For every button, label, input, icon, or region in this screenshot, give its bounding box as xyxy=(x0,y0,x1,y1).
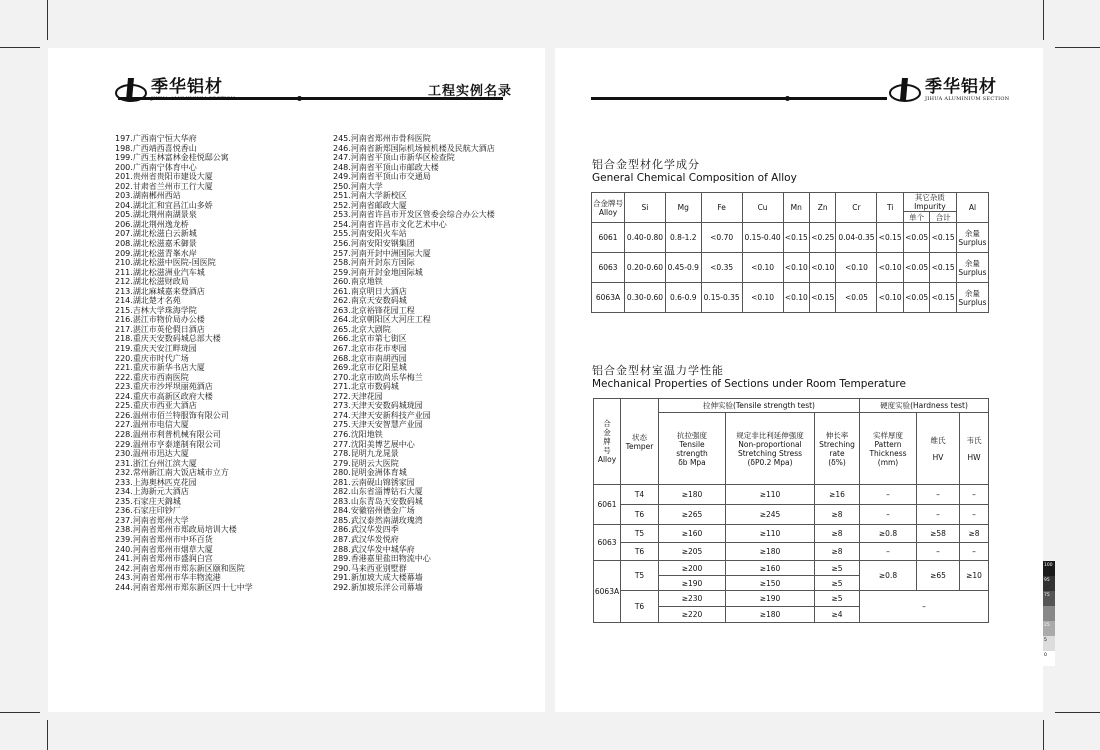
mech-header-line: δb Mpa xyxy=(678,457,706,467)
project-list-item: 253.河南省许昌市开发区管委会综合办公大楼 xyxy=(333,210,495,220)
project-list-item: 271.北京市数码城 xyxy=(333,382,399,392)
crop-mark xyxy=(47,0,48,40)
mech-table-row xyxy=(594,505,989,525)
chem-cell-value: 0.20-0.60 xyxy=(625,253,666,283)
project-list-item: 282.山东省淄博钻石大厦 xyxy=(333,487,423,497)
mech-header-line: strength xyxy=(676,448,708,458)
chem-header-mg: Mg xyxy=(665,193,701,223)
chem-cell-value: <0.15 xyxy=(810,283,836,313)
chem-title-en: General Chemical Composition of Alloy xyxy=(592,172,797,184)
al-surplus-en: Surplus xyxy=(958,297,987,307)
chem-table-row xyxy=(592,283,989,313)
mech-cell-temper: T5 xyxy=(621,561,659,591)
project-list-item: 269.北京市亿阳星城 xyxy=(333,363,407,373)
mech-header-line: Non-proportional xyxy=(738,439,802,449)
mech-cell-temper: T6 xyxy=(621,505,659,525)
brand-name-cn: 季华铝材 xyxy=(925,77,997,97)
mech-cell-el: ≥8 xyxy=(815,505,860,525)
chem-cell-value: <0.05 xyxy=(903,253,929,283)
color-scale-swatch: 0 xyxy=(1043,651,1055,666)
project-list-item: 257.河南开封中洲国际大厦 xyxy=(333,248,431,258)
mech-table-row xyxy=(594,525,989,543)
chem-cell-value: 0.45-0.9 xyxy=(665,253,701,283)
project-list-item: 206.湖北荆州逸龙桥 xyxy=(115,219,189,229)
project-list-item: 259.河南开封金地国际城 xyxy=(333,267,423,277)
project-list-item: 275.天津天安智慧产业园 xyxy=(333,420,423,430)
mech-cell-hw: – xyxy=(960,505,989,525)
mech-header-line: HW xyxy=(967,452,981,462)
mech-cell-hw: – xyxy=(960,543,989,561)
mech-cell-ys: ≥190 xyxy=(726,591,815,607)
project-list-item: 258.河南开封东方国际 xyxy=(333,258,415,268)
project-list-item: 261.南京明日大酒店 xyxy=(333,286,407,296)
project-list-item: 221.重庆市新华书店大厦 xyxy=(115,363,205,373)
mech-cell-el: ≥8 xyxy=(815,525,860,543)
project-list-item: 239.河南省郑州市中环百货 xyxy=(115,534,213,544)
mech-cell-hw: – xyxy=(960,485,989,505)
chem-cell-value: <0.10 xyxy=(810,253,836,283)
project-list-item: 279.昆明云大医院 xyxy=(333,458,399,468)
crop-mark xyxy=(1043,0,1044,40)
mech-header-line: 抗拉强度 xyxy=(677,430,707,440)
mech-table-row xyxy=(594,591,989,607)
crop-mark xyxy=(0,712,40,713)
mech-header-alloy-line: 合 xyxy=(603,419,611,428)
chem-cell-value: <0.10 xyxy=(877,283,903,313)
mech-cell-alloy: 6061 xyxy=(594,485,621,525)
chem-table-row xyxy=(592,223,989,253)
project-list-item: 272.天津花园 xyxy=(333,391,383,401)
crop-mark xyxy=(1055,712,1100,713)
mech-cell-ts: ≥180 xyxy=(659,485,726,505)
chem-cell-al xyxy=(956,223,988,253)
project-list-item: 226.温州市佰兰特服饰有限公司 xyxy=(115,410,229,420)
mech-cell-el: ≥16 xyxy=(815,485,860,505)
mech-cell-th: ≥0.8 xyxy=(860,525,917,543)
jihua-logo-icon xyxy=(888,76,922,104)
chem-cell-value: 0.30-0.60 xyxy=(625,283,666,313)
mech-cell-alloy: 6063 xyxy=(594,525,621,561)
chem-cell-value: <0.15 xyxy=(930,283,956,313)
mech-cell-el: ≥5 xyxy=(815,561,860,576)
project-list-item: 240.河南省郑州市烟草大厦 xyxy=(115,544,213,554)
chem-cell-value: <0.15 xyxy=(783,223,809,253)
project-list-item: 233.上海奥林匹克花园 xyxy=(115,477,197,487)
project-list-item: 249.河南省平顶山市交通局 xyxy=(333,172,431,182)
project-list-item: 248.河南省平顶山市邮政大楼 xyxy=(333,162,439,172)
mech-cell-th: – xyxy=(860,485,917,505)
project-list-item: 223.重庆市沙坪坝丽苑酒店 xyxy=(115,382,213,392)
project-list-item: 264.北京朝阳区大河庄工程 xyxy=(333,315,431,325)
mech-header-thickness xyxy=(860,413,917,485)
chem-header-zn: Zn xyxy=(810,193,836,223)
right-page xyxy=(555,48,1043,712)
mech-header-yield xyxy=(726,413,815,485)
mech-header-line: HV xyxy=(932,452,944,462)
project-list-item: 229.温州市亨泰達制有限公司 xyxy=(115,439,221,449)
project-list-item: 234.上海新元大酒店 xyxy=(115,487,189,497)
mech-header-alloy-line: 牌 xyxy=(603,437,611,446)
project-list-item: 251.河南大学新校区 xyxy=(333,191,407,201)
project-list-item: 263.北京裕锋花园工程 xyxy=(333,305,415,315)
project-list-item: 284.安徽宿州德金广场 xyxy=(333,506,415,516)
chem-cell-al xyxy=(956,253,988,283)
mech-header-tensile-strength xyxy=(659,413,726,485)
crop-mark xyxy=(0,47,40,48)
project-list-item: 227.温州市电信大厦 xyxy=(115,420,189,430)
project-list-item: 247.河南省平顶山市新华区检查院 xyxy=(333,153,455,163)
chem-header-alloy: 合金牌号 Alloy xyxy=(592,193,625,223)
project-list-item: 287.武汉华发悦府 xyxy=(333,534,399,544)
project-list-item: 256.河南安阳安钢集团 xyxy=(333,239,415,249)
mech-header-temper: 状态 Temper xyxy=(621,399,659,485)
chem-header-ti: Ti xyxy=(877,193,903,223)
mech-cell-ys: ≥110 xyxy=(726,485,815,505)
project-list-col1 xyxy=(115,134,253,592)
project-list-item: 274.天津天安新科技产业园 xyxy=(333,410,431,420)
project-list-item: 268.北京市南胡西园 xyxy=(333,353,407,363)
chem-cell-value: <0.10 xyxy=(742,283,783,313)
chem-cell-value: 0.04-0.35 xyxy=(836,223,877,253)
project-list-item: 201.贵州省贵阳市建设大厦 xyxy=(115,172,213,182)
mech-cell-ys: ≥245 xyxy=(726,505,815,525)
project-list-item: 198.广西靖西喜悦香山 xyxy=(115,143,197,153)
mech-cell-hv: ≥65 xyxy=(917,561,960,591)
project-list-item: 262.南京天安数码城 xyxy=(333,296,407,306)
mech-header-vickers xyxy=(917,413,960,485)
project-list-item: 267.北京市花市枣园 xyxy=(333,344,407,354)
project-list-item: 232.常州新江南大饭店城市立方 xyxy=(115,468,229,478)
project-list-item: 215.吉林大学珠海学院 xyxy=(115,305,197,315)
project-list-item: 235.石家庄天錦城 xyxy=(115,496,181,506)
mech-cell-ys: ≥160 xyxy=(726,561,815,576)
project-list-item: 290.马来西亚别墅群 xyxy=(333,563,407,573)
mech-header-alloy-line: 号 xyxy=(603,446,611,455)
project-list-item: 286.武汉华发四季 xyxy=(333,525,399,535)
project-list-item: 243.河南省郑州市华丰物流港 xyxy=(115,573,221,583)
chem-cell-value: <0.05 xyxy=(903,283,929,313)
mech-header-line: Stretching Stress xyxy=(737,448,803,458)
project-list-item: 202.甘肃省兰州市工行大厦 xyxy=(115,181,213,191)
mech-header-line: Streching xyxy=(819,439,855,449)
chem-cell-value: <0.10 xyxy=(742,253,783,283)
chem-header-cr: Cr xyxy=(836,193,877,223)
chem-cell-value: <0.10 xyxy=(877,253,903,283)
mech-cell-hw: ≥8 xyxy=(960,525,989,543)
chem-cell-value: 0.15-0.35 xyxy=(701,283,742,313)
color-scale-swatch: 5 xyxy=(1043,636,1055,651)
al-surplus-en: Surplus xyxy=(958,237,987,247)
mech-cell-th: – xyxy=(860,505,917,525)
project-list-item: 237.河南省郑州大学 xyxy=(115,515,189,525)
chem-cell-value: <0.25 xyxy=(810,223,836,253)
project-list-item: 204.湖北汇和宜昌江山多娇 xyxy=(115,200,213,210)
chem-cell-value: <0.10 xyxy=(783,283,809,313)
project-list-item: 252.河南省邮政大厦 xyxy=(333,200,407,210)
mech-cell-temper: T5 xyxy=(621,525,659,543)
chem-title-cn: 铝合金型材化学成分 xyxy=(592,158,700,171)
mech-cell-hv: ≥58 xyxy=(917,525,960,543)
project-list-item: 289.香港嘉里盐田物流中心 xyxy=(333,554,431,564)
crop-mark xyxy=(1043,720,1044,750)
chem-header-fe: Fe xyxy=(701,193,742,223)
mech-cell-ys: ≥180 xyxy=(726,543,815,561)
mech-header-line: 韦氏 xyxy=(966,435,982,445)
project-list-item: 197.广西南宁恒大华府 xyxy=(115,134,197,143)
mech-header-line: Pattern xyxy=(874,439,902,449)
mech-header-line: Thickness xyxy=(869,448,907,458)
mech-header-line: 规定非比利延伸强度 xyxy=(736,430,804,440)
mech-cell-temper: T6 xyxy=(621,591,659,623)
mech-header-line: Tensile xyxy=(679,439,705,449)
mech-cell-hw: ≥10 xyxy=(960,561,989,591)
mech-cell-ts: ≥265 xyxy=(659,505,726,525)
project-list-item: 224.重庆市高新区政府大楼 xyxy=(115,391,213,401)
project-list-item: 283.山东青岛天安数码城 xyxy=(333,496,423,506)
project-list-item: 280.昆明金洲体育城 xyxy=(333,468,407,478)
mech-cell-el: ≥5 xyxy=(815,591,860,607)
mechanical-properties-table xyxy=(593,398,989,623)
crop-mark xyxy=(1055,47,1100,48)
project-list-item: 292.新加坡乐洋公司幕墙 xyxy=(333,582,423,592)
header-rule-dot xyxy=(785,96,790,101)
mech-header-line: (mm) xyxy=(877,457,899,467)
project-list-item: 205.湖北荆州南湖景泉 xyxy=(115,210,197,220)
project-list-item: 278.昆明九龙晁景 xyxy=(333,449,399,459)
mech-header-webster xyxy=(960,413,989,485)
project-list-item: 281.云南砚山锦锈家园 xyxy=(333,477,415,487)
mech-header-line: (δ%) xyxy=(828,457,846,467)
chem-header-mn: Mn xyxy=(783,193,809,223)
chem-cell-alloy: 6061 xyxy=(592,223,625,253)
mech-cell-el: ≥4 xyxy=(815,607,860,623)
project-list-item: 246.河南省新郑国际机场候机楼及民航大酒店 xyxy=(333,143,495,153)
project-list-item: 254.河南省许昌市文化艺术中心 xyxy=(333,219,447,229)
color-scale-swatch: 95 xyxy=(1043,576,1055,591)
mech-header-line: 伸长率 xyxy=(825,430,849,440)
chem-cell-alloy: 6063A xyxy=(592,283,625,313)
mech-header-alloy xyxy=(594,399,621,485)
header-rule xyxy=(591,97,887,100)
project-list-item: 207.湖北松滋白云新城 xyxy=(115,229,197,239)
project-list-item: 270.北京市欧尚乐华梅兰 xyxy=(333,372,423,382)
project-list-item: 220.重庆市时代广场 xyxy=(115,353,189,363)
chem-cell-alloy: 6063 xyxy=(592,253,625,283)
project-list-item: 236.石家庄印钞厂 xyxy=(115,506,181,516)
color-scale-swatch xyxy=(1043,606,1055,621)
chem-header-si: Si xyxy=(625,193,666,223)
brand-name-en: JIHUA ALUMINIUM SECTION xyxy=(925,96,1010,102)
al-surplus-en: Surplus xyxy=(958,267,987,277)
chem-cell-value: 0.8-1.2 xyxy=(665,223,701,253)
al-surplus-cn: 余量 xyxy=(964,258,980,268)
project-list-item: 213.湖北麻城嘉来登酒店 xyxy=(115,286,205,296)
project-list-item: 209.湖北松滋青峯水岸 xyxy=(115,248,197,258)
mech-header-alloy-line: Alloy xyxy=(597,455,617,464)
chem-table-row xyxy=(592,253,989,283)
page-title: 工程实例名录 xyxy=(428,84,513,99)
mech-cell-hv: – xyxy=(917,505,960,525)
project-list-item: 203.湖南郴州西站 xyxy=(115,191,181,201)
project-list-item: 200.广西南宁体育中心 xyxy=(115,162,197,172)
mech-header-alloy-line: 金 xyxy=(603,428,611,437)
project-list-item: 217.湛江市英伦假日酒店 xyxy=(115,324,205,334)
project-list-item: 255.河南安阳火车站 xyxy=(333,229,407,239)
chem-cell-value: 0.40-0.80 xyxy=(625,223,666,253)
project-list-item: 276.沈阳地铁 xyxy=(333,429,383,439)
project-list-item: 277.沈阳美博艺展中心 xyxy=(333,439,415,449)
mech-cell-hv: – xyxy=(917,485,960,505)
mech-cell-ts: ≥200 xyxy=(659,561,726,576)
chem-cell-value: <0.05 xyxy=(836,283,877,313)
project-list-item: 218.重庆天安数码城总部大楼 xyxy=(115,334,221,344)
mech-table-row xyxy=(594,543,989,561)
chem-cell-value: <0.70 xyxy=(701,223,742,253)
project-list-item: 266.北京市第七街区 xyxy=(333,334,407,344)
color-scale-swatch: 75 xyxy=(1043,591,1055,606)
project-list-item: 250.河南大学 xyxy=(333,181,383,191)
project-list-item: 265.北京大剧院 xyxy=(333,324,391,334)
mech-header-line: (δP0.2 Mpa) xyxy=(747,457,793,467)
mech-cell-temper: T6 xyxy=(621,543,659,561)
chem-header-total: 合计 xyxy=(930,212,956,223)
chem-cell-value: 0.6-0.9 xyxy=(665,283,701,313)
project-list-item: 228.温州市利普机械有限公司 xyxy=(115,429,221,439)
mech-cell-ts: ≥160 xyxy=(659,525,726,543)
chem-header-al: Al xyxy=(956,193,988,223)
project-list-item: 216.湛江市物价局办公楼 xyxy=(115,315,205,325)
mech-title-en: Mechanical Properties of Sections under Room Temperature xyxy=(592,378,906,390)
chem-cell-al xyxy=(956,283,988,313)
project-list-item: 208.湖北松滋嘉禾御景 xyxy=(115,239,197,249)
header-rule-dot xyxy=(297,96,302,101)
project-list-item: 231.浙江台州江滨大厦 xyxy=(115,458,197,468)
chem-cell-value: <0.10 xyxy=(783,253,809,283)
mech-table-row xyxy=(594,561,989,576)
project-list-col2 xyxy=(333,134,495,592)
project-list-item: 199.广西玉林富林金桂悦邸公寓 xyxy=(115,153,229,163)
chem-header-impurity: 其它杂质 Impurity xyxy=(903,193,956,212)
mech-cell-temper: T4 xyxy=(621,485,659,505)
color-scale-swatch: 100 xyxy=(1043,561,1055,576)
project-list-item: 210.湖北松滋中医院-国医院 xyxy=(115,258,216,268)
mech-cell-ts: ≥205 xyxy=(659,543,726,561)
mech-cell-alloy: 6063A xyxy=(594,561,621,623)
project-list-item: 273.天津天安数码城珑园 xyxy=(333,401,423,411)
chem-cell-value: <0.10 xyxy=(836,253,877,283)
chem-composition-table xyxy=(591,192,989,313)
chem-cell-value: <0.15 xyxy=(877,223,903,253)
mech-cell-el: ≥8 xyxy=(815,543,860,561)
mech-cell-ts: ≥230 xyxy=(659,591,726,607)
chem-header-single: 单个 xyxy=(903,212,929,223)
project-list-item: 288.武汉华发中城华府 xyxy=(333,544,415,554)
mech-header-line: 实样厚度 xyxy=(873,430,903,440)
mech-header-hardness: 硬度实验(Hardness test) xyxy=(860,399,989,413)
print-color-scale xyxy=(1043,561,1055,666)
chem-cell-value: <0.15 xyxy=(930,253,956,283)
left-page xyxy=(48,48,545,712)
chem-cell-value: <0.05 xyxy=(903,223,929,253)
project-list-item: 225.重庆市西亚大酒店 xyxy=(115,401,197,411)
mech-cell-th: ≥0.8 xyxy=(860,561,917,591)
mech-header-line: 维氏 xyxy=(930,435,946,445)
al-surplus-cn: 余量 xyxy=(964,288,980,298)
brand-logo xyxy=(888,76,1009,104)
mech-cell-ts: ≥190 xyxy=(659,576,726,591)
project-list-item: 242.河南省郑州市郑东新区颐和医院 xyxy=(115,563,245,573)
project-list-item: 245.河南省郑州市骨科医院 xyxy=(333,134,431,143)
chem-cell-value: <0.15 xyxy=(930,223,956,253)
chem-header-cu: Cu xyxy=(742,193,783,223)
mech-cell-ts: ≥220 xyxy=(659,607,726,623)
mech-cell-el: ≥5 xyxy=(815,576,860,591)
project-list-item: 222.重庆市西南医院 xyxy=(115,372,189,382)
mech-cell-ys: ≥150 xyxy=(726,576,815,591)
mech-cell-ys: ≥180 xyxy=(726,607,815,623)
project-list-item: 230.温州市迅达大厦 xyxy=(115,449,189,459)
mech-cell-hv: – xyxy=(917,543,960,561)
project-list-item: 244.河南省郑州市郑东新区四十七中学 xyxy=(115,582,253,592)
project-list-item: 238.河南省郑州市郑政局培训大楼 xyxy=(115,525,237,535)
project-list-item: 211.湖北松滋洲业汽车城 xyxy=(115,267,205,277)
project-list-item: 214.湖北楚才名苑 xyxy=(115,296,181,306)
mech-header-line: rate xyxy=(829,448,845,458)
mech-cell-th: – xyxy=(860,543,917,561)
project-list-item: 219.重庆天安江畔珑园 xyxy=(115,344,197,354)
mech-table-row xyxy=(594,485,989,505)
chem-cell-value: <0.35 xyxy=(701,253,742,283)
mech-cell-ys: ≥110 xyxy=(726,525,815,543)
mech-header-tensile: 拉伸实验(Tensile strength test) xyxy=(659,399,860,413)
brand-name-cn: 季华铝材 xyxy=(151,77,223,97)
project-list-item: 285.武汉泰然南湖玫瑰湾 xyxy=(333,515,423,525)
project-list-item: 212.湖北松滋财政局 xyxy=(115,277,189,287)
mech-title-cn: 铝合金型材室温力学性能 xyxy=(592,364,724,377)
chem-cell-value: 0.15-0.40 xyxy=(742,223,783,253)
al-surplus-cn: 余量 xyxy=(964,228,980,238)
mech-header-elongation xyxy=(815,413,860,485)
color-scale-swatch: 25 xyxy=(1043,621,1055,636)
project-list-item: 291.新加坡大成大楼幕墙 xyxy=(333,573,423,583)
project-list-item: 241.河南省郑州市盛润白宫 xyxy=(115,554,213,564)
project-list-item: 260.南京地铁 xyxy=(333,277,383,287)
crop-mark xyxy=(47,720,48,750)
mech-cell-th: – xyxy=(860,591,989,623)
